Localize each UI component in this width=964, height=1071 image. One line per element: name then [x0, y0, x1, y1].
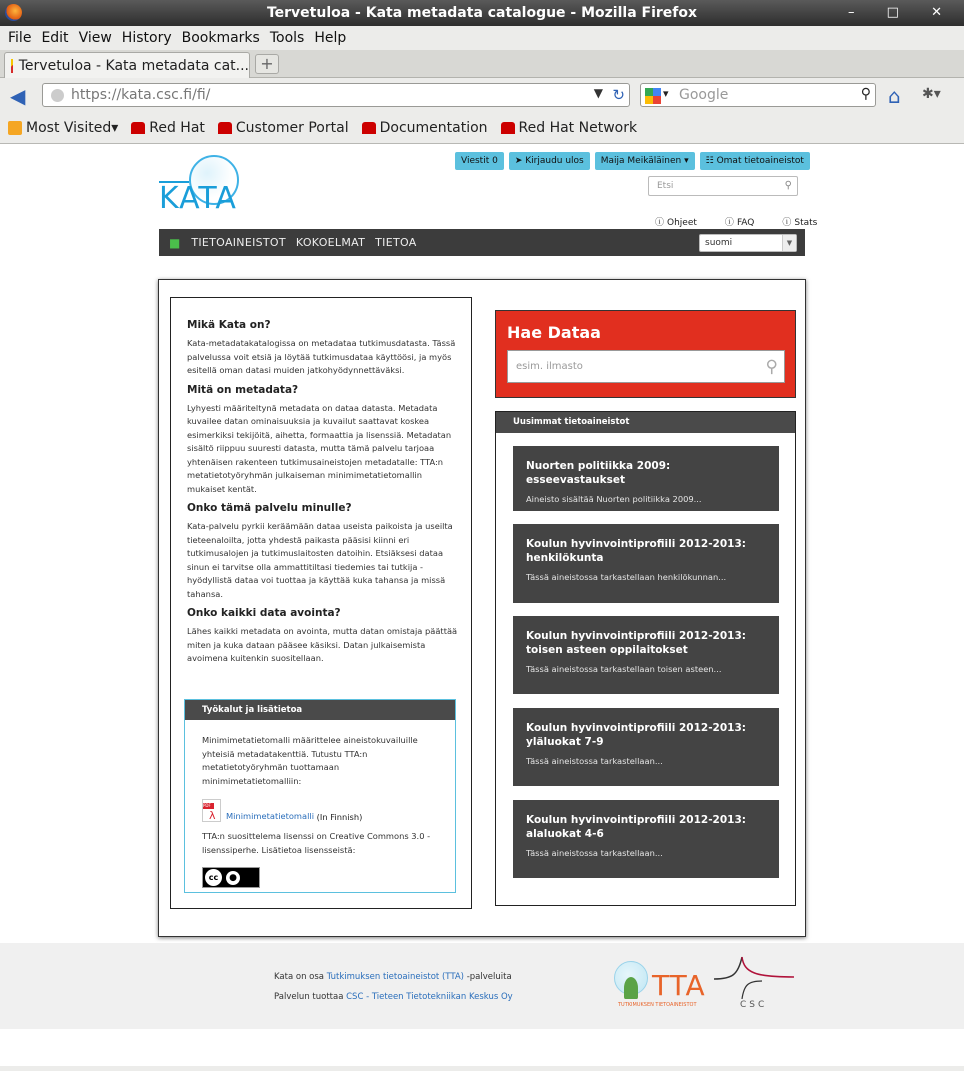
section-body: Kata-palvelu pyrkii keräämään dataa useista paikoista ja useilta tieteenaloilta, jotta yhdestä paikasta pääsisi kiinni eri tutkimusalojen ja tutkimuslaitosten datoihin. Etsiäksesi dataa sinun ei tarvitse olla ammattitiltasi tiedemies tai tutkija - hyödyllistä dataa voi tuottaa ja käyttää kuka tahansa ja missä tahansa. [187, 521, 453, 599]
site-search-placeholder: Etsi [657, 181, 674, 191]
tools-header: Työkalut ja lisätietoa [185, 700, 455, 720]
menu-view[interactable]: View [78, 30, 112, 46]
user-name: Maija Meikäläinen [600, 156, 682, 166]
menu-edit[interactable]: Edit [41, 30, 69, 46]
dataset-title: Koulun hyvinvointiprofiili 2012-2013: toisen asteen oppilaitokset [526, 630, 746, 656]
creative-commons-badge[interactable] [202, 867, 260, 888]
bookmarks-toolbar [0, 112, 964, 144]
tools-box [184, 699, 456, 893]
section-body: Lähes kaikki metadata on avointa, mutta datan omistaja päättää miten ja kuka dataan pääsee käsiksi. Datan julkaisemista avoimena kuitenkin suositellaan. [187, 626, 458, 663]
dataset-desc: Aineisto sisältää Nuorten politiikka 2009... [526, 494, 702, 504]
page-footer [0, 943, 964, 1029]
pdf-icon[interactable]: PDF λ [202, 799, 221, 822]
tta-link[interactable]: Tutkimuksen tietoaineistot (TTA) [326, 972, 464, 982]
back-arrow-icon[interactable]: ◀ [10, 84, 26, 108]
content-panel [158, 279, 806, 937]
help-link-stats[interactable] [782, 215, 831, 228]
dataset-desc: Tässä aineistossa tarkastellaan toisen asteen... [526, 664, 722, 674]
cc-icon: cc [205, 869, 222, 886]
help-links [655, 215, 845, 228]
firefox-icon [5, 4, 22, 21]
help-link-ohjeet[interactable] [655, 215, 711, 228]
newest-datasets [495, 411, 796, 906]
browser-tab[interactable] [4, 52, 250, 78]
url-bar[interactable] [42, 83, 630, 107]
csc-logo-graphic [712, 955, 796, 999]
menu-bookmarks[interactable]: Bookmarks [181, 30, 260, 46]
main-navigation [159, 229, 805, 256]
menu-file[interactable]: File [8, 30, 32, 46]
home-icon[interactable]: ⌂ [888, 84, 901, 108]
csc-link[interactable]: CSC - Tieteen Tietotekniikan Keskus Oy [346, 992, 513, 1002]
section-heading: Mikä Kata on? [187, 319, 271, 331]
footer-line-2 [274, 992, 513, 1002]
dataset-title: Koulun hyvinvointiprofiili 2012-2013: alaluokat 4-6 [526, 814, 746, 840]
tab-strip [0, 50, 964, 78]
help-label: Ohjeet [667, 218, 697, 228]
web-search-bar[interactable] [640, 83, 876, 107]
nav-tietoa[interactable]: TIETOA [375, 236, 417, 249]
menu-bar [0, 26, 964, 50]
csc-logo[interactable] [712, 955, 796, 1013]
chevron-down-icon: ▾ [681, 156, 689, 166]
section-body: Kata-metadatakatalogissa on metadataa tutkimusdatasta. Tässä palvelussa voit etsiä ja löytää tutkimusdataa käyttöösi, ja myös esitellä oman datasi muiden jatkohyödynnettäväksi. [187, 338, 456, 375]
kata-logo[interactable] [159, 155, 244, 215]
search-data-box [495, 310, 796, 398]
dataset-desc: Tässä aineistossa tarkastellaan... [526, 756, 663, 766]
web-page [0, 145, 964, 1071]
search-icon[interactable]: ⚲ [784, 180, 792, 191]
dataset-card[interactable] [513, 446, 779, 511]
navigation-toolbar [0, 78, 964, 112]
info-icon: ⓘ [655, 218, 665, 228]
bookmark-red-hat-network[interactable] [501, 120, 638, 136]
user-toolbar [455, 152, 815, 170]
csc-logo-text: CSC [740, 1000, 768, 1010]
license-text: TTA:n suosittelema lisenssi on Creative Commons 3.0 -lisenssiperhe. Lisätietoa lisensseistä: [202, 831, 431, 855]
tta-logo-text: TTA [652, 969, 706, 1002]
help-label: FAQ [736, 218, 755, 228]
globe-icon [51, 89, 64, 102]
info-column [170, 297, 472, 909]
bookmark-label: Customer Portal [235, 119, 349, 136]
menu-help[interactable]: Help [314, 30, 347, 46]
data-search-placeholder: esim. ilmasto [516, 361, 583, 372]
status-strip [0, 1066, 964, 1071]
select-arrow-icon: ▼ [782, 235, 796, 251]
footer-text: -palveluita [464, 972, 512, 982]
info-icon: ⓘ [782, 218, 792, 228]
engine-dropdown-icon[interactable]: ▾ [663, 87, 669, 100]
bookmark-most-visited[interactable]: Most Visited ▾ [8, 120, 118, 136]
tools-intro: Minimimetatietomalli määrittelee aineistokuvailuille yhteisiä metadatakenttiä. Tutustu TTA:n metatietotyöryhmän tuottamaan minimimetatietomalliin: [202, 735, 418, 786]
tta-tree-icon [624, 977, 638, 999]
dataset-title: Koulun hyvinvointiprofiili 2012-2013: yläluokat 7-9 [526, 722, 746, 748]
user-menu-button[interactable] [595, 152, 695, 170]
url-dropdown-icon[interactable]: ▼ [593, 86, 603, 100]
search-data-title: Hae Dataa [507, 323, 601, 342]
own-datasets-label: Omat tietoaineistot [716, 156, 804, 166]
dataset-card[interactable] [513, 800, 779, 878]
attribution-icon: ● [226, 871, 240, 885]
nav-kokoelmat[interactable]: KOKOELMAT [295, 236, 366, 249]
google-icon[interactable] [645, 88, 661, 104]
home-icon[interactable]: ■ [169, 235, 181, 250]
language-select[interactable] [699, 234, 797, 252]
bookmark-label: Red Hat [149, 119, 205, 136]
tab-title: Tervetuloa - Kata metadata cat... [18, 57, 249, 74]
footer-text: Kata on osa [274, 972, 327, 982]
search-icon[interactable]: ⚲ [765, 357, 778, 377]
help-link-faq[interactable] [725, 215, 768, 228]
search-go-icon[interactable]: ⚲ [860, 86, 871, 102]
search-placeholder: Google [679, 87, 729, 103]
newest-header: Uusimmat tietoaineistot [496, 412, 795, 433]
nav-tietoaineistot[interactable]: TIETOAINEISTOT [191, 236, 286, 249]
info-icon: ⓘ [724, 218, 734, 228]
bookmark-red-hat[interactable] [131, 120, 205, 136]
red-hat-icon [362, 122, 376, 134]
bookmark-label: Red Hat Network [518, 119, 638, 136]
bookmark-documentation[interactable] [362, 120, 488, 136]
new-tab-button[interactable]: + [255, 54, 279, 74]
logout-icon: ➤ [514, 156, 526, 166]
bookmark-customer-portal[interactable] [218, 120, 349, 136]
dataset-card[interactable] [513, 524, 779, 603]
window-controls[interactable]: – □ ✕ [848, 5, 956, 20]
footer-text: Palvelun tuottaa [274, 992, 347, 1002]
extension-icon[interactable]: ✱▾ [922, 86, 941, 102]
most-visited-icon [8, 121, 22, 135]
red-hat-icon [131, 122, 145, 134]
dataset-title: Nuorten politiikka 2009: esseevastaukset [526, 460, 671, 486]
url-text: https://kata.csc.fi/fi/ [71, 87, 211, 103]
own-datasets-button[interactable] [700, 152, 810, 170]
messages-button[interactable]: Viestit 0 [455, 152, 504, 170]
dataset-card[interactable] [513, 616, 779, 694]
tta-logo[interactable] [612, 959, 712, 1013]
window-titlebar [0, 0, 964, 26]
dataset-title: Koulun hyvinvointiprofiili 2012-2013: henkilökunta [526, 538, 746, 564]
pdf-link[interactable]: Minimimetatietomalli [226, 811, 315, 821]
reload-icon[interactable]: ↻ [612, 86, 625, 104]
section-heading: Onko tämä palvelu minulle? [187, 502, 352, 514]
dataset-card[interactable] [513, 708, 779, 786]
section-body: Lyhyesti määriteltynä metadata on dataa datasta. Metadata kuvailee datan ominaisuuksia ja kuvailut saattavat koskea esimerkiksi tekijöitä, aihetta, formaattia ja lisenssiä. Metadatan sisältö riippuu suuresti datasta, mutta tämä palvelu tarjoaa yhtenäisen rakenteen tutkimusaineistojen metadatalle: TTA:n metatietotyöryhmän julkaiseman minimimetatietomallin mukaiset kentät. [187, 402, 452, 494]
help-label: Stats [794, 218, 818, 228]
bookmark-label: Documentation [379, 119, 488, 136]
menu-tools[interactable]: Tools [269, 30, 305, 46]
sitemap-icon: ☷ [705, 156, 717, 166]
window-title: Tervetuloa - Kata metadata catalogue - Mozilla Firefox [266, 5, 698, 21]
tta-logo-subtitle: TUTKIMUKSEN TIETOAINEISTOT [618, 1002, 697, 1008]
pdf-note: (In Finnish) [316, 812, 363, 822]
bookmark-label: Most Visited [26, 119, 112, 136]
menu-history[interactable]: History [121, 30, 172, 46]
red-hat-icon [218, 122, 232, 134]
dataset-desc: Tässä aineistossa tarkastellaan... [526, 848, 663, 858]
pdf-row [202, 799, 455, 822]
favicon-icon [11, 59, 13, 73]
logo-text: KATA [159, 181, 237, 216]
section-heading: Onko kaikki data avointa? [187, 607, 341, 619]
section-heading: Mitä on metadata? [187, 383, 299, 396]
logout-button[interactable] [509, 152, 590, 170]
dataset-desc: Tässä aineistossa tarkastellaan henkilökunnan... [526, 572, 727, 582]
data-search-input[interactable] [507, 350, 785, 383]
red-hat-icon [501, 122, 515, 134]
site-search-input[interactable] [648, 176, 798, 196]
language-value: suomi [705, 238, 733, 248]
footer-line-1 [274, 972, 512, 982]
logout-label: Kirjaudu ulos [525, 156, 584, 166]
